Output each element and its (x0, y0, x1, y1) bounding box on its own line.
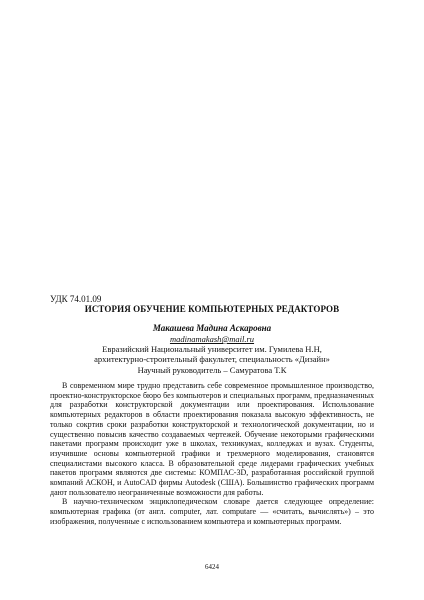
body-paragraph-1: В современном мире трудно представить себе современное промышленное производство, проектно-конструкторское бюро без компьютеров и специальных программ, предназначенных для разработки конструкторской документации или проектирования. Использование компьютерных редакторов в области проектирования показала высокую эффективность, не только сокртив сроки разработки конструкторской и технологической документации, но и существенно повысив качество создаваемых чертежей. Обучение некоторыми графическими пакетами программ происходит уже в школах, техникумах, колледжах и вузах. Студенты, изучившие основы компьютерной графики и трехмерного моделирования, становятся специалистами высокого класса. В образовательной среде лидерами графических учебных пакетов программ являются две системы: КОМПАС-3D, разработанная российской группой компаний АСКОН, и AutoCAD фирмы Autodesk (США). Большинство графических программ дают пользователю неограниченные возможности для работы. (50, 381, 374, 497)
author-name: Макашева Мадина Аскаровна (152, 323, 272, 333)
body-paragraph-2: В научно-техническом энциклопедическом словаре дается следующее определение: компьютерная графика (от англ. computer, лат. computare — «считать, вычислять») – это изображения, полученные с использованием компьютера и компьютерных программ. (50, 497, 374, 526)
supervisor-line: Научный руководитель – Самуратова Т.К (137, 365, 287, 375)
author-email[interactable]: madinamakash@mail.ru (169, 334, 255, 344)
page-number: 6424 (205, 563, 219, 571)
article-title: ИСТОРИЯ ОБУЧЕНИЕ КОМПЬЮТЕРНЫХ РЕДАКТОРОВ (84, 304, 340, 314)
article-body (50, 381, 374, 527)
author-affiliation: Евразийский Национальный университет им. Гумилева Н.Н, архитектурно-строительный факультет, специальность «Дизайн» (94, 344, 330, 364)
udk-code: УДК 74.01.09 (50, 294, 102, 304)
